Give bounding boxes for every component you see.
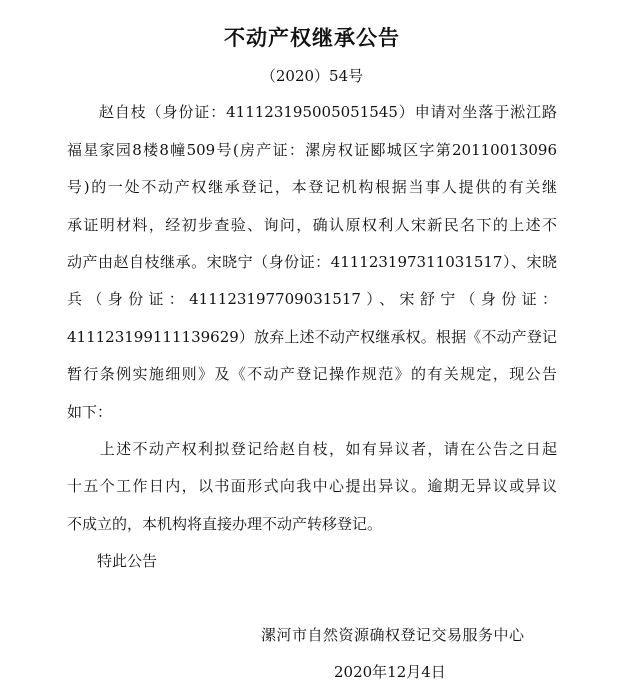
notice-title: 不动产权继承公告	[224, 25, 400, 50]
issue-date: 2020年12月4日	[334, 663, 446, 681]
paragraph-line: 赵自枝（身份证：411123195005051545）申请对坐落于淞江路	[67, 103, 557, 121]
issuing-organization: 漯河市自然资源确权登记交易服务中心	[261, 626, 525, 644]
paragraph-line: 不成立的，本机构将直接办理不动产转移登记。	[67, 515, 383, 533]
paragraph-line: 十五个工作日内，以书面形式向我中心提出异议。逾期无异议或异议	[67, 477, 557, 495]
paragraph-line: 如下：	[67, 403, 113, 421]
paragraph-line: 承证明材料，经初步查验、询问，确认原权利人宋新民名下的上述不	[67, 216, 557, 234]
paragraph-line: 福星家园8楼8幢509号(房产证：漯房权证郾城区字第20110013096	[67, 141, 557, 159]
paragraph-line: 号)的一处不动产权继承登记，本登记机构根据当事人提供的有关继	[67, 178, 557, 196]
paragraph-line: 暂行条例实施细则》及《不动产登记操作规范》的有关规定，现公告	[67, 365, 557, 383]
paragraph-line: 动产由赵自枝继承。宋晓宁（身份证：411123197311031517）、宋晓	[67, 253, 557, 271]
closing-text: 特此公告	[67, 552, 158, 570]
paragraph-line: 411123199111139629）放弃上述不动产权继承权。根据《不动产登记	[67, 328, 557, 346]
paragraph-line: 兵（身份证：411123197709031517）、宋舒宁（身份证：	[67, 290, 557, 308]
document-number: （2020）54号	[260, 67, 364, 85]
paragraph-line: 上述不动产权利拟登记给赵自枝，如有异议者，请在公告之日起	[67, 440, 557, 458]
